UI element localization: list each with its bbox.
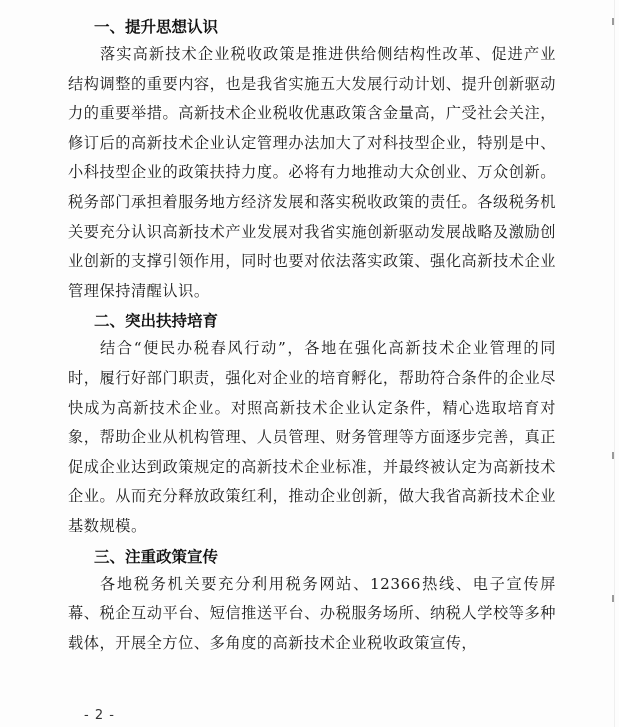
edge-mark	[612, 595, 614, 602]
section-2	[68, 308, 556, 541]
document-body	[68, 14, 556, 658]
edge-mark	[612, 18, 614, 25]
page-number: - 2 -	[84, 708, 115, 723]
page-edge-line	[614, 0, 615, 727]
section-paragraph: 各地税务机关要充分利用税务网站、12366热线、电子宣传屏幕、税企互动平台、短信推送平台、办税服务场所、纳税人学校等多种载体，开展全方位、多角度的高新技术企业税收政策宣传，	[68, 574, 556, 652]
section-paragraph: 落实高新技术企业税收政策是推进供给侧结构性改革、促进产业结构调整的重要内容，也是我省实施五大发展行动计划、提升创新驱动力的重要举措。高新技术企业税收优惠政策含金量高，广受社会关注，修订后的高新技术企业认定管理办法加大了对科技型企业，特别是中、小科技型企业的政策扶持力度。必将有力地推动大众创业、万众创新。税务部门承担着服务地方经济发展和落实税收政策的责任。各级税务机关要充分认识高新技术产业发展对我省实施创新驱动发展战略及激励创业创新的支撑引领作用，同时也要对依法落实政策、强化高新技术企业管理保持清醒认识。	[68, 45, 556, 300]
section-1	[68, 14, 556, 306]
edge-mark	[612, 452, 614, 459]
section-paragraph: 结合“便民办税春风行动”，各地在强化高新技术企业管理的同时，履行好部门职责，强化对企业的培育孵化，帮助符合条件的企业尽快成为高新技术企业。对照高新技术企业认定条件，精心选取培育对象，帮助企业从机构管理、人员管理、财务管理等方面逐步完善，真正促成企业达到政策规定的高新技术企业标准，并最终被认定为高新技术企业。从而充分释放政策红利，推动企业创新，做大我省高新技术企业基数规模。	[68, 339, 556, 535]
section-heading: 二、突出扶持培育	[94, 312, 219, 331]
section-heading: 一、提升思想认识	[94, 18, 219, 36]
section-heading: 三、注重政策宣传	[94, 547, 219, 566]
section-3	[68, 544, 556, 659]
